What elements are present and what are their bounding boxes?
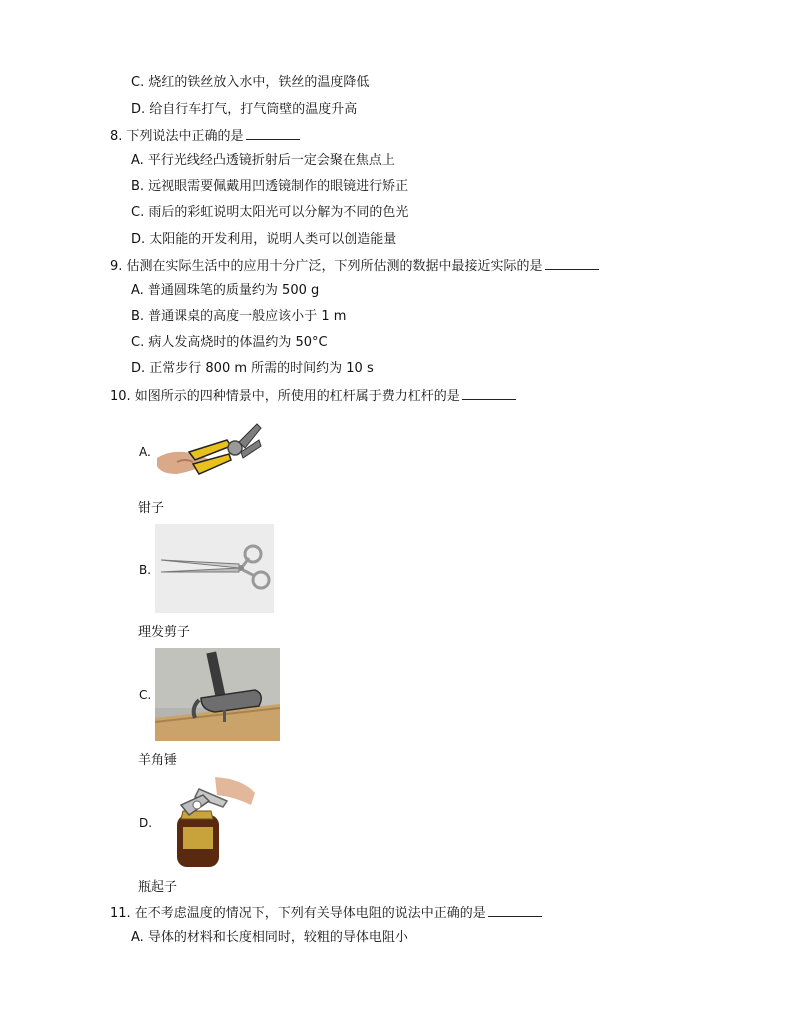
answer-blank [545,257,599,270]
q8-option-c: C. 雨后的彩虹说明太阳光可以分解为不同的色光 [131,205,409,220]
q10-option-d-caption: 瓶起子 [138,880,178,895]
scissors-image [155,524,274,613]
q9-stem [110,257,599,276]
q10-option-b-letter: B. [139,563,152,577]
q7-option-c: C. 烧红的铁丝放入水中，铁丝的温度降低 [131,75,370,90]
q10-option-d-letter: D. [139,816,153,830]
answer-blank [488,904,542,917]
q10-stem-text: 10. 如图所示的四种情景中，所使用的杠杆属于费力杠杆的是 [110,389,460,404]
q9-option-b: B. 普通课桌的高度一般应该小于 1 m [131,309,347,324]
q10-stem [110,387,516,406]
answer-blank [462,387,516,400]
q10-option-b-caption: 理发剪子 [138,625,191,640]
claw-hammer-image [155,648,280,741]
q8-option-b: B. 远视眼需要佩戴用凹透镜制作的眼镜进行矫正 [131,179,409,194]
q9-option-d: D. 正常步行 800 m 所需的时间约为 10 s [131,361,374,376]
q11-option-a: A. 导体的材料和长度相同时，较粗的导体电阻小 [131,930,408,945]
q10-option-a-letter: A. [139,445,151,459]
q8-stem [110,127,300,146]
q7-option-d: D. 给自行车打气，打气筒壁的温度升高 [131,102,358,117]
q9-option-c: C. 病人发高烧时的体温约为 50°C [131,335,328,350]
bottle-opener-image [155,775,261,867]
q11-stem-text: 11. 在不考虑温度的情况下，下列有关导体电阻的说法中正确的是 [110,906,486,921]
q8-option-a: A. 平行光线经凸透镜折射后一定会聚在焦点上 [131,153,395,168]
answer-blank [246,127,300,140]
q9-stem-text: 9. 估测在实际生活中的应用十分广泛，下列所估测的数据中最接近实际的是 [110,259,543,274]
q8-option-d: D. 太阳能的开发利用，说明人类可以创造能量 [131,232,397,247]
pliers-image [155,418,263,490]
q10-option-c-letter: C. [139,688,152,702]
q11-stem [110,904,542,923]
q10-option-a-caption: 钳子 [138,501,165,516]
q8-stem-text: 8. 下列说法中正确的是 [110,129,244,144]
q9-option-a: A. 普通圆珠笔的质量约为 500 g [131,283,320,298]
q10-option-c-caption: 羊角锤 [138,753,178,768]
